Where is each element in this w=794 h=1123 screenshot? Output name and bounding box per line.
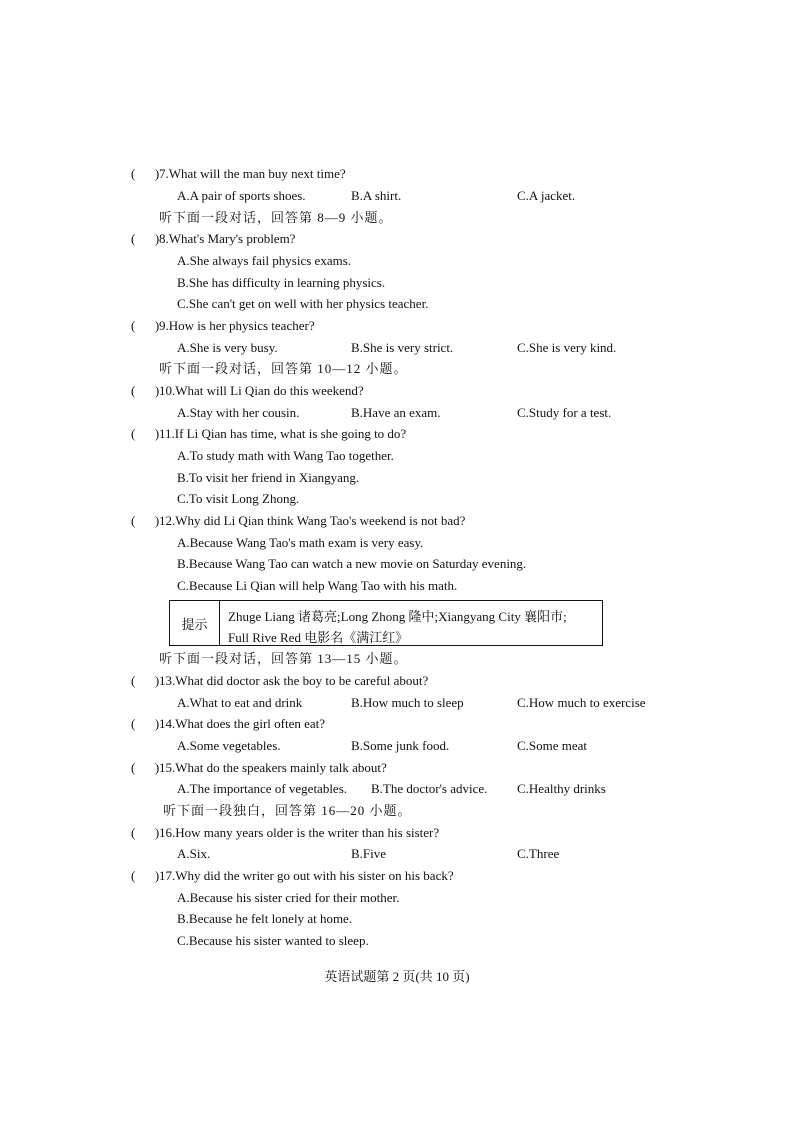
option-b: B.She has difficulty in learning physics.: [177, 275, 386, 290]
answer-blank[interactable]: ( ): [131, 868, 160, 883]
instruction-text: 听下面一段独白，回答第 16—20 小题。: [163, 803, 412, 818]
option-c: C.A jacket.: [517, 188, 576, 203]
instruction-text: 听下面一段对话，回答第 8—9 小题。: [159, 210, 393, 225]
option-c: C.She is very kind.: [517, 340, 617, 355]
option-b: B.How much to sleep: [351, 695, 464, 710]
option-c: C.Three: [517, 846, 560, 861]
option-b: B.She is very strict.: [351, 340, 454, 355]
answer-blank[interactable]: ( ): [131, 166, 160, 181]
option-a: A.A pair of sports shoes.: [177, 188, 306, 203]
option-b: B.To visit her friend in Xiangyang.: [177, 470, 360, 485]
option-a: A.Stay with her cousin.: [177, 405, 300, 420]
option-a: A.Because Wang Tao's math exam is very easy.: [177, 535, 424, 550]
option-c: C.She can't get on well with her physics teacher.: [177, 296, 429, 311]
tip-box: [169, 600, 603, 646]
option-c: C.Study for a test.: [517, 405, 612, 420]
option-c: C.Because his sister wanted to sleep.: [177, 933, 369, 948]
instruction-text: 听下面一段对话，回答第 10—12 小题。: [159, 361, 408, 376]
answer-blank[interactable]: ( ): [131, 426, 160, 441]
option-a: A.The importance of vegetables.: [177, 781, 348, 796]
option-a: A.Because his sister cried for their mother.: [177, 890, 400, 905]
option-b: B.Some junk food.: [351, 738, 450, 753]
option-b: B.Because he felt lonely at home.: [177, 911, 353, 926]
option-b: B.Five: [351, 846, 387, 861]
question-text: 14.What does the girl often eat?: [159, 716, 326, 731]
option-b: B.Have an exam.: [351, 405, 441, 420]
question-text: 16.How many years older is the writer than his sister?: [159, 825, 440, 840]
option-a: A.She always fail physics exams.: [177, 253, 352, 268]
answer-blank[interactable]: ( ): [131, 383, 160, 398]
question-text: 7.What will the man buy next time?: [159, 166, 346, 181]
option-a: A.Some vegetables.: [177, 738, 281, 753]
tip-line-1: Zhuge Liang 诸葛亮;Long Zhong 隆中;Xiangyang City 襄阳市;: [228, 609, 567, 624]
option-a: A.She is very busy.: [177, 340, 278, 355]
page-footer: 英语试题第 2 页(共 10 页): [324, 969, 470, 984]
option-a: A.What to eat and drink: [177, 695, 303, 710]
option-a: A.To study math with Wang Tao together.: [177, 448, 394, 463]
tip-line-2: Full Rive Red 电影名《满江红》: [228, 630, 409, 645]
option-c: C.How much to exercise: [517, 695, 646, 710]
question-text: 15.What do the speakers mainly talk about?: [159, 760, 387, 775]
answer-blank[interactable]: ( ): [131, 231, 160, 246]
question-text: 13.What did doctor ask the boy to be careful about?: [159, 673, 429, 688]
instruction-text: 听下面一段对话，回答第 13—15 小题。: [159, 651, 408, 666]
question-text: 17.Why did the writer go out with his sister on his back?: [159, 868, 454, 883]
question-text: 10.What will Li Qian do this weekend?: [159, 383, 364, 398]
answer-blank[interactable]: ( ): [131, 760, 160, 775]
answer-blank[interactable]: ( ): [131, 673, 160, 688]
answer-blank[interactable]: ( ): [131, 716, 160, 731]
tip-label: 提示: [170, 601, 220, 645]
option-c: C.Healthy drinks: [517, 781, 606, 796]
question-text: 12.Why did Li Qian think Wang Tao's weekend is not bad?: [159, 513, 466, 528]
answer-blank[interactable]: ( ): [131, 825, 160, 840]
question-text: 8.What's Mary's problem?: [159, 231, 296, 246]
option-c: C.To visit Long Zhong.: [177, 491, 300, 506]
option-c: C.Some meat: [517, 738, 588, 753]
question-text: 9.How is her physics teacher?: [159, 318, 315, 333]
option-a: A.Six.: [177, 846, 211, 861]
option-b: B.A shirt.: [351, 188, 402, 203]
option-b: B.The doctor's advice.: [371, 781, 488, 796]
question-text: 11.If Li Qian has time, what is she going to do?: [159, 426, 407, 441]
answer-blank[interactable]: ( ): [131, 513, 160, 528]
answer-blank[interactable]: ( ): [131, 318, 160, 333]
option-b: B.Because Wang Tao can watch a new movie on Saturday evening.: [177, 556, 527, 571]
option-c: C.Because Li Qian will help Wang Tao with his math.: [177, 578, 458, 593]
